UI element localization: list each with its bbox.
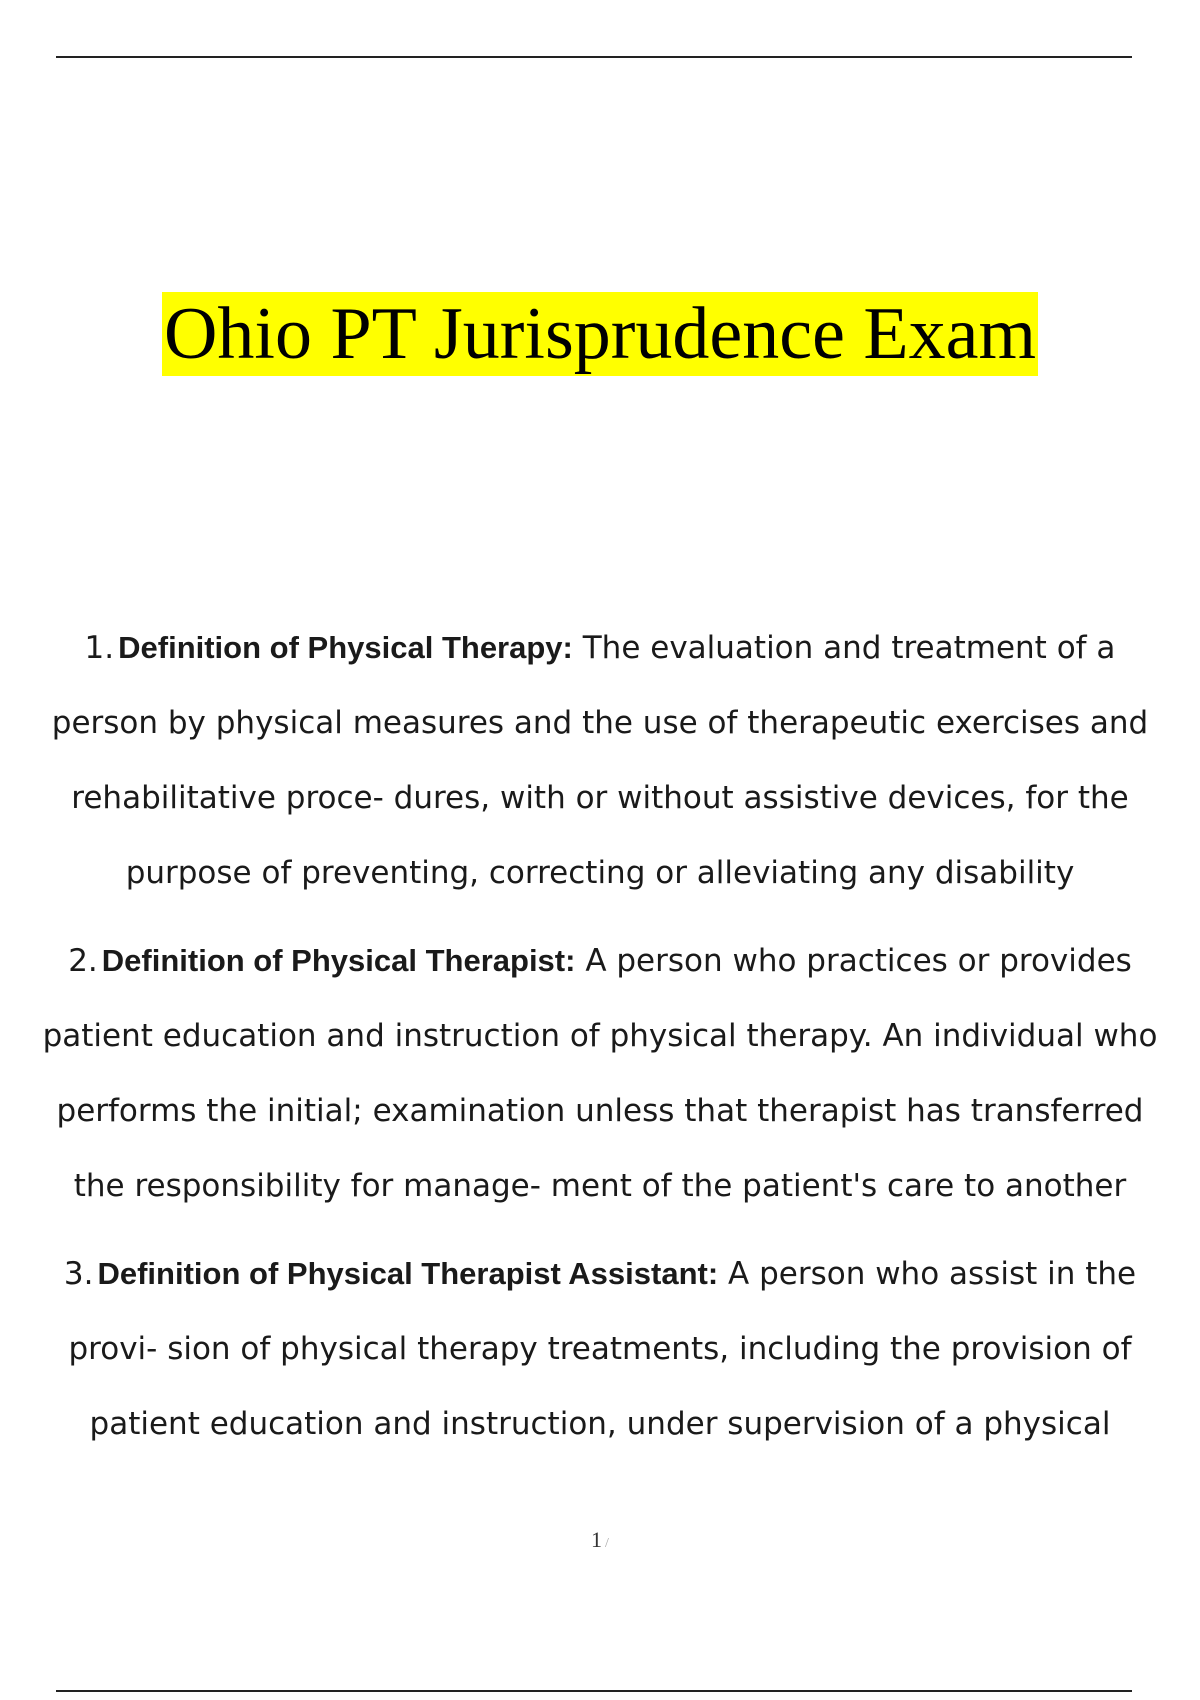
item-definition: A person who practices or provides patient education and instruction of physical therapy. An individual who performs the initial; examination unless that therapist has transferred the responsibility for manage- ment of the patient's care to another bbox=[42, 943, 1158, 1204]
page-number-separator: / bbox=[605, 1536, 609, 1551]
item-definition: A person who assist in the provi- sion of physical therapy treatments, including the provision of patient education and instruction, under supervision of a physical bbox=[68, 1256, 1137, 1442]
top-rule bbox=[56, 56, 1132, 58]
list-item bbox=[36, 610, 1164, 911]
document-title: Ohio PT Jurisprudence Exam bbox=[163, 293, 1037, 375]
bottom-rule bbox=[56, 1690, 1132, 1692]
item-number: 1. bbox=[84, 630, 115, 666]
item-number: 3. bbox=[63, 1256, 94, 1292]
item-term: Definition of Physical Therapy: bbox=[118, 630, 573, 665]
item-term: Definition of Physical Therapist: bbox=[101, 943, 576, 978]
list-item bbox=[36, 1236, 1164, 1462]
page-number bbox=[0, 1527, 1200, 1553]
definition-list bbox=[36, 610, 1164, 1474]
item-term: Definition of Physical Therapist Assistant: bbox=[97, 1256, 719, 1291]
page-number-value: 1 bbox=[591, 1527, 603, 1552]
title-block bbox=[0, 292, 1200, 376]
item-number: 2. bbox=[68, 943, 98, 979]
list-item bbox=[36, 923, 1164, 1224]
item-definition: The evaluation and treatment of a person by physical measures and the use of therapeutic exercises and rehabilitative proce- dures, with or without assistive devices, for the purpose of preventing, correcting or alleviating any disability bbox=[51, 630, 1149, 891]
